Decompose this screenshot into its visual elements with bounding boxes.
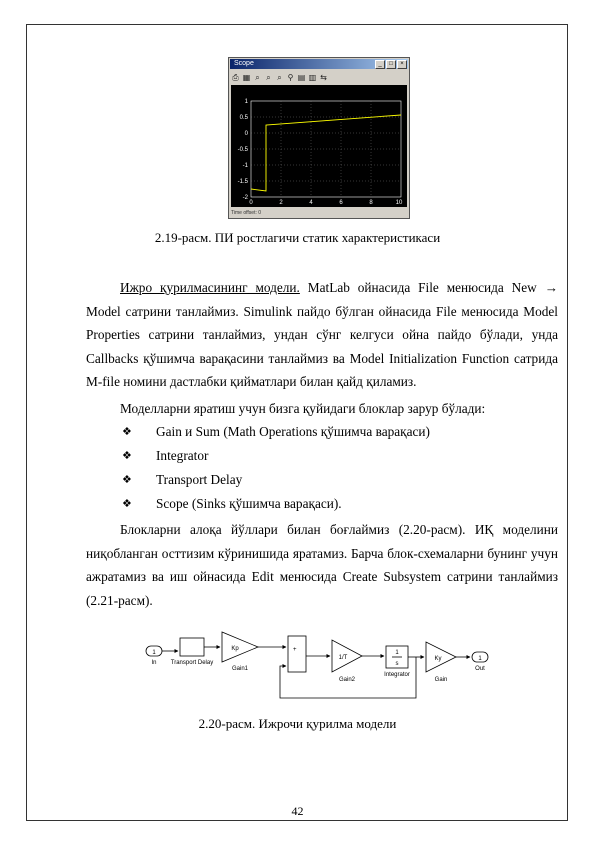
- y-tick-labels: [238, 99, 249, 201]
- zoom-x-icon[interactable]: ⌕: [266, 72, 271, 82]
- scope-status: Time offset: 0: [231, 210, 262, 216]
- figure-caption-2-19: 2.19-расм. ПИ ростлагичи статик характеристикаси: [154, 230, 441, 245]
- scope-toolbar: [231, 71, 407, 83]
- integrator-numerator: 1: [395, 650, 399, 656]
- in-port-number: 1: [152, 650, 156, 656]
- actuator-block-diagram: [140, 626, 500, 706]
- minimize-icon[interactable]: _: [375, 60, 385, 69]
- y-tick: -2: [242, 195, 248, 201]
- gain1-label: Gain1: [231, 666, 249, 672]
- integrator-denominator: s: [395, 661, 399, 667]
- page-number: 42: [291, 804, 304, 818]
- x-tick: 4: [309, 200, 313, 206]
- zoom-icon[interactable]: ⌕: [255, 72, 260, 82]
- out-port-label: Out: [475, 666, 485, 672]
- float-icon[interactable]: ⇆: [320, 72, 327, 82]
- gain2-label: Gain2: [338, 677, 356, 683]
- restore-axes-icon[interactable]: ▥: [308, 72, 317, 82]
- y-tick: 0: [244, 131, 248, 137]
- in-port-label: In: [151, 660, 157, 666]
- bullet-icon: ❖: [122, 497, 132, 510]
- autoscale-icon[interactable]: ⚲: [287, 72, 294, 82]
- gain1-block[interactable]: [222, 632, 258, 662]
- list-item: Scope (Sinks қўшимча варақаси).: [156, 496, 342, 511]
- bullet-icon: ❖: [122, 449, 132, 462]
- x-tick: 2: [279, 200, 283, 206]
- diagram-svg: [140, 626, 500, 706]
- gain-text: Ky: [434, 656, 442, 662]
- x-tick: 8: [369, 200, 373, 206]
- x-tick: 6: [339, 200, 343, 206]
- print-icon[interactable]: ⎙: [232, 72, 239, 82]
- x-tick: 0: [249, 200, 253, 206]
- scope-plot-svg: [231, 85, 407, 207]
- paragraph-model: [86, 276, 558, 394]
- x-tick: 10: [395, 200, 403, 206]
- out-port-number: 1: [478, 656, 482, 662]
- gain-label: Gain: [434, 677, 448, 683]
- sum-block[interactable]: [288, 636, 306, 672]
- y-tick: -1: [242, 163, 248, 169]
- list-item: Integrator: [156, 448, 209, 463]
- y-tick: -1.5: [237, 179, 248, 185]
- integrator-label: Integrator: [384, 672, 410, 678]
- list-item: Transport Delay: [156, 472, 243, 487]
- y-tick: 0.5: [239, 115, 248, 121]
- zoom-y-icon[interactable]: ⌕: [277, 72, 282, 82]
- parameters-icon[interactable]: ▦: [242, 72, 251, 82]
- window-buttons: [375, 60, 407, 69]
- scope-plot: [231, 85, 407, 207]
- delay-label: Transport Delay: [170, 660, 214, 666]
- blocks-intro: Моделларни яратиш учун бизга қуйидаги блоклар зарур бўлади:: [120, 401, 486, 416]
- gain2-text: 1/T: [338, 655, 348, 661]
- gain1-text: Kp: [231, 646, 239, 652]
- bullet-icon: ❖: [122, 425, 132, 438]
- y-tick: -0.5: [237, 147, 248, 153]
- list-item: Gain и Sum (Math Operations қўшимча варақаси): [156, 424, 430, 439]
- maximize-icon[interactable]: □: [386, 60, 396, 69]
- scope-window: [228, 57, 410, 219]
- y-tick: 1: [244, 99, 248, 105]
- scope-title: Scope: [234, 60, 254, 67]
- save-axes-icon[interactable]: ▤: [297, 72, 306, 82]
- close-icon[interactable]: ×: [397, 60, 407, 69]
- section-heading: Ижро қурилмасининг модели.: [120, 280, 300, 295]
- paragraph-text: MatLab ойнасида File менюсида New → Model сатрини танлаймиз. Simulink пайдо бўлган ойнасида File менюсида Model Properties сатрини танлаймиз, ундан сўнг келгуси ойна пайдо бўлади, унда Callbacks қўшимча варақасини танлаймиз ва Model Initialization Function сатрида M-file номини дастлабки қийматлари билан қайд қиламиз.: [86, 280, 558, 389]
- figure-caption-2-20: 2.20-расм. Ижрочи қурилма модели: [198, 716, 397, 731]
- paragraph-subsystem: Блокларни алоқа йўллари билан боғлаймиз (2.20-расм). ИҚ моделини ниқобланган осттизим кўринишида яратамиз. Барча блок-схемаларни бунинг учун ажратамиз ва иш ойнасида Edit менюсида Create Subsystem сатрини танлаймиз (2.21-расм).: [86, 522, 558, 608]
- transport-delay-block[interactable]: [180, 638, 204, 656]
- bullet-icon: ❖: [122, 473, 132, 486]
- sum-sign-plus: +: [293, 647, 297, 653]
- x-tick-labels: [249, 200, 403, 206]
